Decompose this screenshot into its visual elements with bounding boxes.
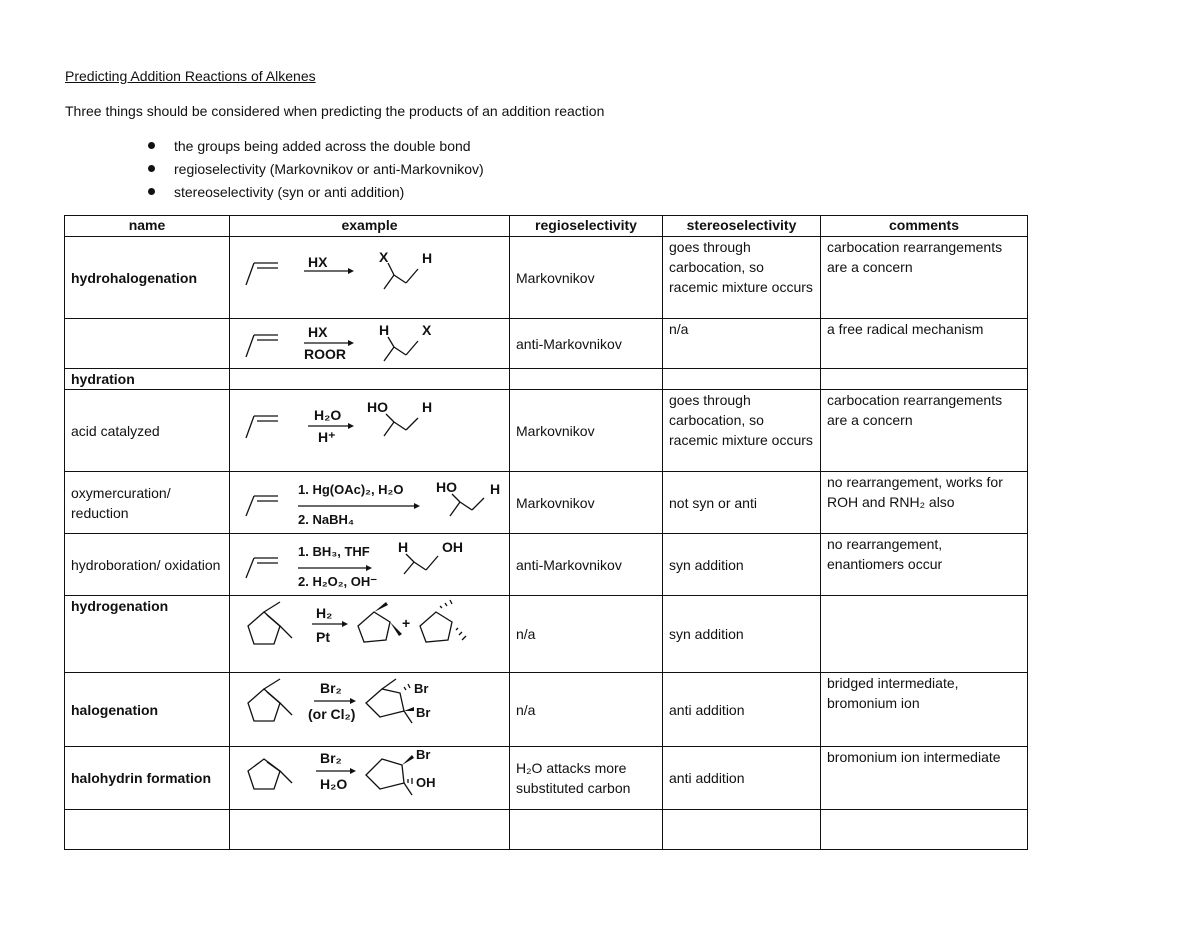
regioselectivity-cell: Markovnikov <box>510 237 663 319</box>
substituent-right: H <box>490 481 501 497</box>
reaction-name: acid catalyzed <box>65 390 230 472</box>
regioselectivity-cell <box>510 810 663 850</box>
consideration-list <box>148 137 484 206</box>
regioselectivity-cell: H₂O attacks more substituted carbon <box>510 747 663 810</box>
table-row <box>65 319 1028 369</box>
comments-cell: bromonium ion intermediate <box>821 747 1028 810</box>
table-row <box>65 472 1028 534</box>
regioselectivity-cell: anti-Markovnikov <box>510 319 663 369</box>
reaction-name: halogenation <box>65 673 230 747</box>
reaction-name: oxymercuration/ reduction <box>65 472 230 534</box>
stereoselectivity-cell: not syn or anti <box>663 472 821 534</box>
reaction-name <box>65 810 230 850</box>
product-structure <box>404 554 438 574</box>
reaction-example <box>230 472 510 534</box>
substituent-bottom: OH <box>416 775 436 790</box>
cyclopentene-structure <box>248 759 292 789</box>
reagent-bottom: 2. NaBH₄ <box>298 512 355 527</box>
substituent-right: X <box>422 322 432 338</box>
table-row <box>65 673 1028 747</box>
reaction-example <box>230 534 510 596</box>
alkene-structure <box>246 335 278 357</box>
regioselectivity-cell: n/a <box>510 596 663 673</box>
table-header-row <box>65 216 1028 237</box>
substituent-right: OH <box>442 539 463 555</box>
intro-text: Three things should be considered when predicting the products of an addition reaction <box>65 103 605 119</box>
reagent-bottom: ROOR <box>304 346 346 362</box>
reagent-top: 1. BH₃, THF <box>298 544 370 559</box>
substituent-bottom: Br <box>416 705 431 720</box>
dibromide-structure <box>366 679 414 723</box>
stereoselectivity-cell: syn addition <box>663 596 821 673</box>
table-row <box>65 369 1028 390</box>
reagent-top: HX <box>308 324 328 340</box>
alkene-structure <box>246 558 278 578</box>
reagent-bottom: (or Cl₂) <box>308 706 356 722</box>
page-title: Predicting Addition Reactions of Alkenes <box>65 68 316 84</box>
regioselectivity-cell: n/a <box>510 673 663 747</box>
header-name: name <box>65 216 230 237</box>
reagent-top: H₂ <box>316 605 333 621</box>
reaction-name: hydrohalogenation <box>65 237 230 319</box>
cyclopentene-structure <box>248 679 292 721</box>
substituent-top: Br <box>414 681 429 696</box>
comments-cell <box>821 596 1028 673</box>
regioselectivity-cell <box>510 369 663 390</box>
reactions-table <box>64 215 1028 850</box>
reaction-name: hydroboration/ oxidation <box>65 534 230 596</box>
header-example: example <box>230 216 510 237</box>
stereoselectivity-cell: goes through carbocation, so racemic mixture occurs <box>663 237 821 319</box>
substituent-left: HO <box>436 479 457 495</box>
table-row <box>65 747 1028 810</box>
regioselectivity-cell: Markovnikov <box>510 472 663 534</box>
reaction-example <box>230 319 510 369</box>
product-structure <box>384 414 418 436</box>
comments-cell: carbocation rearrangements are a concern <box>821 390 1028 472</box>
stereoselectivity-cell <box>663 369 821 390</box>
plus-sign: + <box>402 615 411 631</box>
list-item: stereoselectivity (syn or anti addition) <box>148 183 484 206</box>
reagent-top: HX <box>308 254 328 270</box>
stereoselectivity-cell: n/a <box>663 319 821 369</box>
reagent-bottom: H₂O <box>320 776 348 792</box>
substituent-left: H <box>398 539 409 555</box>
product-structure <box>384 263 418 289</box>
alkene-structure <box>246 263 278 285</box>
header-stereoselectivity: stereoselectivity <box>663 216 821 237</box>
header-comments: comments <box>821 216 1028 237</box>
cyclopentene-structure <box>248 602 292 644</box>
reagent-top: 1. Hg(OAc)₂, H₂O <box>298 482 404 497</box>
table-row <box>65 534 1028 596</box>
header-regioselectivity: regioselectivity <box>510 216 663 237</box>
halohydrin-structure <box>366 755 414 795</box>
reaction-example <box>230 237 510 319</box>
alkene-structure <box>246 496 278 516</box>
reaction-example <box>230 596 510 673</box>
reaction-example <box>230 747 510 810</box>
reaction-name: halohydrin formation <box>65 747 230 810</box>
stereoselectivity-cell: anti addition <box>663 673 821 747</box>
table-row <box>65 810 1028 850</box>
alkene-structure <box>246 416 278 438</box>
comments-cell <box>821 810 1028 850</box>
stereoselectivity-cell: syn addition <box>663 534 821 596</box>
reaction-name: hydration <box>65 369 230 390</box>
comments-cell: no rearrangement, works for ROH and RNH₂ also <box>821 472 1028 534</box>
reagent-top: Br₂ <box>320 750 342 766</box>
product-structure <box>450 494 484 516</box>
comments-cell: bridged intermediate, bromonium ion <box>821 673 1028 747</box>
reaction-example <box>230 390 510 472</box>
reagent-bottom: Pt <box>316 629 330 645</box>
stereoselectivity-cell: anti addition <box>663 747 821 810</box>
substituent-top: Br <box>416 747 431 762</box>
reagent-bottom: 2. H₂O₂, OH⁻ <box>298 574 378 589</box>
table-row <box>65 596 1028 673</box>
regioselectivity-cell: anti-Markovnikov <box>510 534 663 596</box>
list-item: regioselectivity (Markovnikov or anti-Markovnikov) <box>148 160 484 183</box>
substituent-left: X <box>379 249 389 265</box>
reaction-example <box>230 369 510 390</box>
substituent-left: H <box>379 322 390 338</box>
reagent-top: H₂O <box>314 407 342 423</box>
table-row <box>65 237 1028 319</box>
stereoselectivity-cell <box>663 810 821 850</box>
cis-product-structure <box>358 602 402 642</box>
product-structure <box>384 337 418 361</box>
comments-cell: carbocation rearrangements are a concern <box>821 237 1028 319</box>
substituent-right: H <box>422 250 433 266</box>
reagent-top: Br₂ <box>320 680 342 696</box>
trans-product-structure <box>420 600 466 642</box>
comments-cell: a free radical mechanism <box>821 319 1028 369</box>
substituent-left: HO <box>367 399 388 415</box>
reagent-bottom: H⁺ <box>318 429 336 445</box>
reaction-example <box>230 673 510 747</box>
reaction-name <box>65 319 230 369</box>
comments-cell <box>821 369 1028 390</box>
substituent-right: H <box>422 399 433 415</box>
list-item: the groups being added across the double bond <box>148 137 484 160</box>
stereoselectivity-cell: goes through carbocation, so racemic mixture occurs <box>663 390 821 472</box>
reaction-name: hydrogenation <box>65 596 230 673</box>
reaction-example <box>230 810 510 850</box>
table-row <box>65 390 1028 472</box>
regioselectivity-cell: Markovnikov <box>510 390 663 472</box>
comments-cell: no rearrangement, enantiomers occur <box>821 534 1028 596</box>
